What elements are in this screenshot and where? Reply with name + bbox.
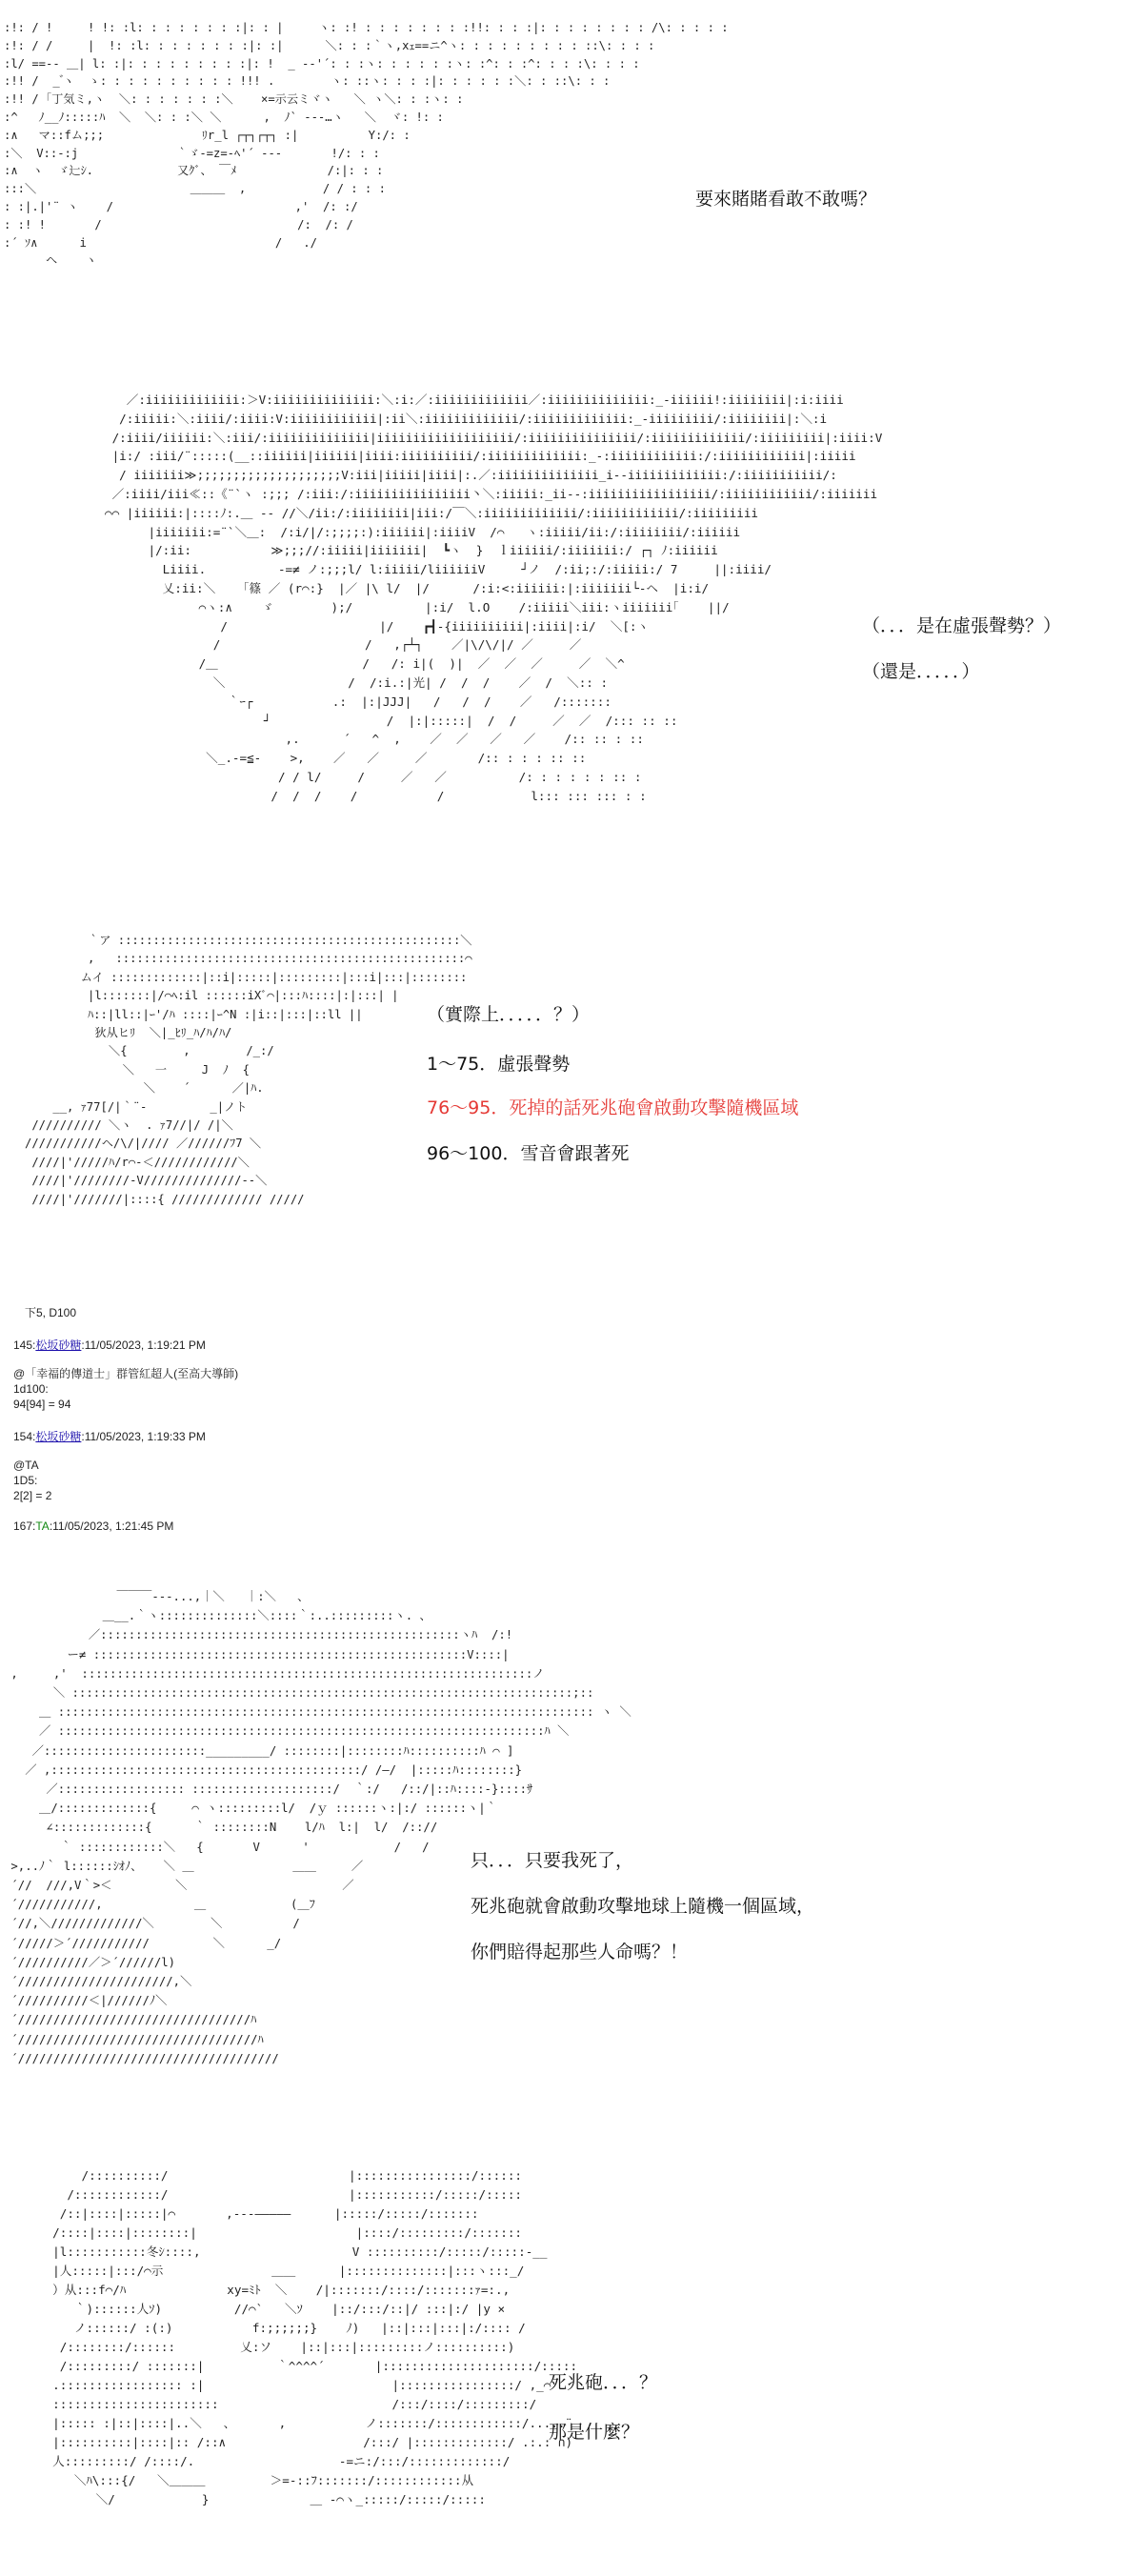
post-number: 145: bbox=[13, 1338, 36, 1352]
log-post-154-roll-label: 1D5: bbox=[13, 1474, 38, 1487]
log-post-154-roll-result: 2[2] = 2 bbox=[13, 1489, 52, 1502]
option-76-95-cannon-attack: 76～95．死掉的話死兆砲會啟動攻擊隨機區域 bbox=[427, 1097, 799, 1118]
panel-5 bbox=[0, 2153, 1143, 2576]
option-96-100-yukine-dies: 96～100．雪音會跟著死 bbox=[427, 1143, 630, 1164]
username: TA bbox=[35, 1519, 50, 1533]
dialog-death-cannon-question: 死兆砲．．．？ bbox=[549, 2372, 658, 2393]
username-link[interactable]: 松坂砂糖 bbox=[35, 1338, 82, 1352]
ascii-art-figure-panel-2: ／:iiiiiiiiiiiii:＞V:iiiiiiiiiiiiii:＼:i:／:iiiiiiiiiiiii／:iiiiiiiiiiiiii:_-iiiiii!:iiiiiiii|:i:iiii /:iiiii:＼:iiii/:iiii:V:iiiiiiiiiiii|:ii＼:iiiiiiiiiiiii/:iiiiiiiiiiiii:_-iiiiiiiii/:iiiiiiii|:＼:i /:iiii/iiiiii:＼:iii/:iiiiiiiiiiiiii|iiiiiiiiiiiiiiiiiii/:iiiiiiiiiiiiiii/:iiiiiiiiiiiii/:iiiiiiiii|:iiii:V |i:/ :iii/¨:::::(__::iiiiii|iiiiii|iiii:iiiiiiiiii/:iiiiiiiiiiiii:_-:iiiiiiiiiiii:/:iiiiiiiiiiii|:iiiii / iiiiiii≫;;;;;;;;;;;;;;;;;;;;V:iii|iiiii|iiii|:.／:iiiiiiiiiiiiii_i-‐iiiiiiiiiiiii:/:iiiiiiiiiii/: ／:iiii/iii≪::《¨`ヽ :;;; /:iii:/:iiiiiiiiiiiiiiii丶＼:iiiii:_ii-‐:iiiiiiiiiiiiiiiii/:iiiiiiiiiiii/:iiiiiii ⌒⌒ |iiiiii:|::::ﾉ:.＿ -- //＼/ii:/:iiiiiiii|iii:/￣＼:iiiiiiiiiiiii/:iiiiiiiiiiii/:iiiiiiiii |iiiiiii:=¨`＼＿: /:i/|/:;;;;:):iiiiii|:iiiiV /⌒ ヽ:iiiii/ii:/:iiiiiiii/:iiiiii |/:ii: ≫;;;//:iiiii|iiiiiii| ┗ヽ } ｌiiiiii/:iiiiiii:/ ┌┐ ﾉ:iiiiii Liiii. -=≠ ノ:;;;l/ l:iiiii/liiiiiiV ┘ノ /:ii;:/:iiiii:/ 7 ||:iiii/ 乂:ii:＼ 「篠 ／ (r⌒:} |／ |\ l/ |/ /:i:<:iiiiii:|:iiiiiii└‐ヘ |i:i/ ⌒ヽ:∧ ゞ );/ |:i/ l.O /:iiiii＼iii:ヽiiiiiii｢ ||/ / |/ ┏┫‐{iiiiiiiiii|:iiii|:i/ ＼[:ヽ / / ,┌┴┐ ／|\/\/|/ ／ ／ /＿ / /: i|( )| ／ ／ ／ ／ ＼^ ＼ / /:i.:|光| / / / ／ / ＼:: : ｀ｰ┌ .: |:|JJJ| / / / ／ /::::::: ┘ / |:|:::::| / / ／ ／ /::: :: :: ,. ´ ^ , ／ ／ ／ ／ /:: :: : :: ＼_.-=≦‐ >, ／ ／ ／ /:: : : : :: :: / / l/ / ／ ／ /: : : : : : :: : / / / / / l::: ::: ::: : : bbox=[105, 392, 883, 803]
log-post-154-header bbox=[13, 1429, 206, 1444]
post-timestamp: :11/05/2023, 1:19:33 PM bbox=[81, 1430, 206, 1443]
log-post-154-mention: @TA bbox=[13, 1459, 39, 1472]
ascii-art-figure-panel-4: ￣￣￣---...,｜＼ ｜:＼ 、 ＿__.｀ヽ::::::::::::::＼::::｀:..:::::::::ヽ. 、 ／:::::::::::::::::::::::::::::::::::::::::::::::::::ヽﾊ /:! ー≠ :::::::::::::::::::::::::::::::::::::::::::::::::::::V::::| , ,' ::::::::::::::::::::::::::::::::::::::::::::::::::::::::::::::::ノ ＼ :::::::::::::::::::::::::::::::::::::::::::::::::::::::::::::::::::::::;:: ＿ :::::::::::::::::::::::::::::::::::::::::::::::::::::::::::::::::::::::::::: ヽ ＼ ／ :::::::::::::::::::::::::::::::::::::::::::::::::::::::::::::::::::::ﾊ ＼ ／:::::::::::::::::::::::_________/ ::::::::|::::::::ﾊ::::::::::ﾊ ⌒ ] ／ ,::::::::::::::::::::::::::::::::::::::::::::/ /―/ |:::::ﾊ::::::::} ／:::::::::::::::::: ::::::::::::::::::::/ ｀:/ /::/|::ﾊ::::-}::::ｻ ＿/:::::::::::::{ ⌒ ヽ:::::::::l/ /ｙ ::::::ヽ:|:/ ::::::ヽ|｀ ∠:::::::::::::{ ｀ ::::::::N l/ﾊ l:| l/ /::// ｀ ::::::::::::＼ { V ' / / >,..ﾉ｀ l::::::ｼｵﾉ、 ＼ ＿ ＿＿ ／ ´// ///,V｀>＜ ＼ ／ ´///////////, ＿ (＿ﾌ ´//,＼/////////////＼ ＼ / ´/////＞´/////////// ＼ _/ ´//////////／＞´//////l) ´//////////////////////,＼ ´//////////＜|//////ﾉ＼ ´/////////////////////////////////ﾊ ´//////////////////////////////////ﾊ ´///////////////////////////////////// bbox=[10, 1590, 632, 2065]
post-number: 154: bbox=[13, 1430, 36, 1443]
panel-2 bbox=[0, 381, 1143, 915]
username-link[interactable]: 松坂砂糖 bbox=[35, 1430, 82, 1443]
log-header: 下5, D100 bbox=[25, 1306, 77, 1319]
post-timestamp: :11/05/2023, 1:21:45 PM bbox=[49, 1519, 174, 1533]
log-post-145-mention: @「幸福的傳道士」群管紅超人(至高大導師) bbox=[13, 1367, 239, 1380]
panel-3 bbox=[0, 924, 1143, 1286]
dialog-cannon-random-area: 死兆砲就會啟動攻擊地球上隨機一個區域， bbox=[471, 1896, 815, 1917]
dice-log bbox=[0, 1296, 1143, 1543]
post-timestamp: :11/05/2023, 1:19:21 PM bbox=[81, 1338, 206, 1352]
option-1-75-bluff: 1～75．虛張聲勢 bbox=[427, 1054, 571, 1075]
dialog-or-is-it: （還是．．．．．） bbox=[862, 661, 980, 682]
dialog-what-is-that: 那是什麼？ bbox=[549, 2422, 640, 2443]
dialog-dare-bet: 要來賭賭看敢不敢嗎？ bbox=[695, 189, 877, 210]
dialog-actually: （實際上．．．．．？） bbox=[427, 1004, 591, 1025]
ascii-art-figures-panel-1: :!: / ! ! !: :l: : : : : : : :|: : | ヽ: :! : : : : : : : :!!: : : :|: : : : : : : : /\: : : : : :!: / / | !: :l: : : : : : : :|: :| ＼: : :｀ヽ,xｪ==ニ^ヽ: : : : : : : : : ::\: : : : :l/ ==-- ＿| l: :|: : : : : : : : :|: ! _ -‐'´: : :ヽ: : : : : :ヽ: :^: : :^: : : :\: : : : :!! / _ ゙ヽ ゝ: : : : : : : : : : !!! . ヽ: ::ヽ: : : :|: : : : : :＼: : ::\: : : :!! / ｢丁気ミ,ヽ ＼: : : : : : :＼ ×=示云ミヾヽ ＼ ヽ＼: : :ヽ: : :^ ﾉ__ﾉ:::::ﾊ ＼ ＼: : :＼ ＼ , ﾉ` ‐--…ヽ ＼ ヾ: !: : :∧ マ::fム;;; ﾘr_l ┌┬┐┌┬┐ :| Y:/: : :＼ V::-:j ｀ゞ-=z=-ﾍ'´ ‐‐‐ !/: : : :∧ ヽ ゞ辷ｼ. 又ｸﾞ、 ￣ﾒ /:|: : : :::＼ ＿＿＿ , / / : : : : :|.|'¨ ヽ / ,' /: :/ : :! ! / /: /: / :´ ｿ∧ i / ./ ヘ ヽ bbox=[4, 21, 729, 268]
panel-1 bbox=[0, 0, 1143, 362]
dialog-bluffing-question: （．．．是在虛張聲勢？） bbox=[862, 615, 1062, 636]
log-post-145-header bbox=[13, 1338, 206, 1353]
log-post-145-roll-result: 94[94] = 94 bbox=[13, 1398, 71, 1411]
post-number: 167: bbox=[13, 1519, 36, 1533]
dialog-can-you-pay-lives: 你們賠得起那些人命嗎？！ bbox=[471, 1942, 689, 1962]
panel-4 bbox=[0, 1572, 1143, 2143]
log-post-145-roll-label: 1d100: bbox=[13, 1382, 49, 1396]
log-post-167-header bbox=[13, 1519, 173, 1534]
ascii-art-figure-panel-3: ｀ア :::::::::::::::::::::::::::::::::::::::::::::::::＼ , ::::::::::::::::::::::::::::::::::::::::::::::::::⌒ ムイ :::::::::::::|::i|:::::|:::::::::|:::i|:::|:::::::: |l:::::::|/⌒ﾍ:il ::::::iXﾞ⌒|:::ﾊ::::|:|:::| | ﾊ::|ll::|ｰ'/ﾊ ::::|ｰ^N :|i::|:::|::ll || 狄从ヒﾘ ＼|_ﾋﾘ_ﾊ/ﾊ/ﾊ/ ＼{ , /_:/ ＼ 一 J ﾉ { ＼ ´ ／|ﾊ. __, ｧ77[/|｀¨‐ _|ノト ////////// ＼ヽ . ｧ7//|/ /|＼ ///////////ヘ/\/|//// ／//////ﾌ7 ＼ ////|'/////ﾊ/r⌒‐＜////////////＼ ////|'////////‐V//////////////--＼ ////|'///////|::::{ ///////////// ///// bbox=[25, 934, 472, 1206]
ascii-art-figures-panel-5: /::::::::::/ |::::::::::::::::/:::::: /::::::::::::/ |:::::::::::/:::::/::::: /::|::::|:::::|⌒ ,---――――― |:::::/:::::/::::::: /::::|::::|::::::::| |::::/:::::::::/::::::: |l:::::::::::冬ｼ::::, V ::::::::::/:::::/:::::‐__ |人:::::|:::/⌒示 ＿＿ |::::::::::::::|:::ヽ:::_/ ）从:::f⌒/ﾊ xy=ﾐﾄ ＼ /|:::::::/::::/:::::::ｧ=:., ｀)::::::人ｿ) //⌒` ＼ｿ |::/:::/::|/ :::|:/ |y × ノ::::::/ :(:) f:;;;;;;} ﾉ) |::|:::|:::|:/:::: / /::::::::/:::::: 乂:ソ |::|:::|:::::::::ノ::::::::::) /:::::::::/ :::::::| ｀^^^^´ |:::::::::::::::::::::/::::: .::::::::::::::::: :| |::::::::::::::::/ ,_⌒ ::::::::::::::::::::::: /:::/::::/:::::::::/ |::::: :|::|::::|..＼ 、 , ノ:::::::/::::::::::::/.....¨ |::::::::::|::::|:: /::∧ /:::/ |:::::::::::::/ .:.: ∩) 人:::::::::/ /::::/. -=ニ:/:::/:::::::::::::/ ＼ﾊ\:::{/ ＼＿＿＿ ＞=‐::ﾌ:::::::/::::::::::::从 ＼/ } ＿ ‐⌒ヽ_:::::/:::::/::::: bbox=[52, 2168, 578, 2506]
dialog-if-i-die: 只．．．只要我死了， bbox=[471, 1850, 634, 1871]
